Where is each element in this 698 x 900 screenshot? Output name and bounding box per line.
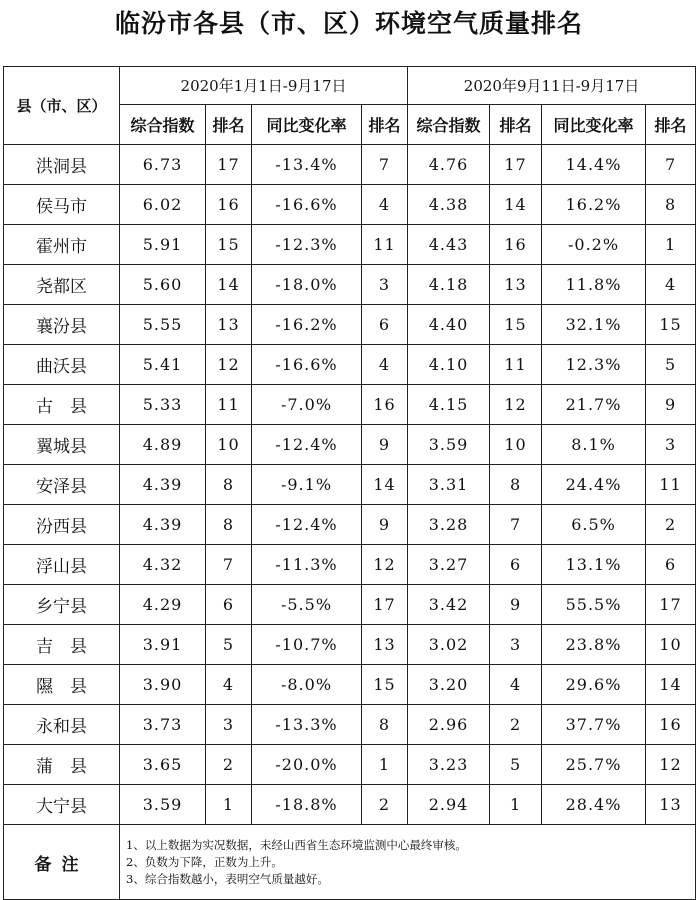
p2-change-cell: 11.8% [542, 265, 646, 305]
p2-change-rank-cell: 17 [646, 585, 696, 625]
p1-rank-cell: 12 [206, 345, 252, 385]
p1-rank-cell: 3 [206, 705, 252, 745]
p1-change-rank-cell: 13 [362, 625, 408, 665]
table-row [4, 425, 696, 465]
region-name: 蒲 县 [4, 745, 120, 785]
region-name: 乡宁县 [4, 585, 120, 625]
p2-index-cell: 3.23 [408, 745, 490, 785]
p2-index-cell: 3.28 [408, 505, 490, 545]
p2-change-rank-cell: 12 [646, 745, 696, 785]
ranking-table [3, 66, 696, 900]
notes-body [120, 825, 696, 900]
p2-index-cell: 3.31 [408, 465, 490, 505]
p2-change-rank-cell: 6 [646, 545, 696, 585]
table-row [4, 465, 696, 505]
table-row [4, 585, 696, 625]
p1-change-rank-cell: 8 [362, 705, 408, 745]
p2-rank-cell: 10 [490, 425, 542, 465]
table-row [4, 505, 696, 545]
p1-index-cell: 6.02 [120, 185, 206, 225]
region-name: 襄汾县 [4, 305, 120, 345]
table-row [4, 305, 696, 345]
note-line-3: 3、综合指数越小，表明空气质量越好。 [126, 871, 329, 886]
p2-change-rank-cell: 7 [646, 145, 696, 185]
p2-change-cell: 6.5% [542, 505, 646, 545]
p2-index-cell: 3.20 [408, 665, 490, 705]
p1-change-rank-cell: 9 [362, 505, 408, 545]
p2-change-cell: 12.3% [542, 345, 646, 385]
p1-change-cell: -5.5% [252, 585, 362, 625]
p1-change-cell: -7.0% [252, 385, 362, 425]
p1-change-cell: -16.6% [252, 185, 362, 225]
table-row [4, 625, 696, 665]
p2-change-header: 同比变化率 [542, 105, 646, 145]
p1-rank-cell: 13 [206, 305, 252, 345]
p1-rank-cell: 7 [206, 545, 252, 585]
region-column-header: 县（市、区） [4, 67, 120, 145]
p2-rank-cell: 3 [490, 625, 542, 665]
p2-index-cell: 3.27 [408, 545, 490, 585]
p1-index-header: 综合指数 [120, 105, 206, 145]
table-row [4, 665, 696, 705]
p2-index-cell: 3.42 [408, 585, 490, 625]
p2-change-rank-cell: 1 [646, 225, 696, 265]
region-name: 翼城县 [4, 425, 120, 465]
p2-change-rank-cell: 15 [646, 305, 696, 345]
p2-change-rank-cell: 11 [646, 465, 696, 505]
p2-change-cell: 13.1% [542, 545, 646, 585]
p2-index-cell: 2.94 [408, 785, 490, 825]
p1-rank-cell: 5 [206, 625, 252, 665]
p1-change-rank-header: 排名 [362, 105, 408, 145]
table-row [4, 225, 696, 265]
p1-index-cell: 4.32 [120, 545, 206, 585]
p1-index-cell: 3.73 [120, 705, 206, 745]
p2-change-cell: 29.6% [542, 665, 646, 705]
p1-change-cell: -13.3% [252, 705, 362, 745]
p2-index-cell: 3.02 [408, 625, 490, 665]
region-name: 浮山县 [4, 545, 120, 585]
p1-change-rank-cell: 12 [362, 545, 408, 585]
p2-rank-cell: 7 [490, 505, 542, 545]
region-name: 尧都区 [4, 265, 120, 305]
p1-rank-cell: 17 [206, 145, 252, 185]
p2-rank-cell: 4 [490, 665, 542, 705]
p2-change-rank-cell: 14 [646, 665, 696, 705]
p2-change-rank-cell: 10 [646, 625, 696, 665]
p2-index-cell: 4.40 [408, 305, 490, 345]
p1-index-cell: 3.65 [120, 745, 206, 785]
p1-change-cell: -20.0% [252, 745, 362, 785]
p2-index-cell: 2.96 [408, 705, 490, 745]
region-name: 侯马市 [4, 185, 120, 225]
p1-change-cell: -18.8% [252, 785, 362, 825]
p1-change-rank-cell: 16 [362, 385, 408, 425]
p1-index-cell: 5.60 [120, 265, 206, 305]
region-name: 洪洞县 [4, 145, 120, 185]
p2-change-cell: 32.1% [542, 305, 646, 345]
table-row [4, 385, 696, 425]
p2-change-cell: 28.4% [542, 785, 646, 825]
p1-index-cell: 4.39 [120, 505, 206, 545]
p1-change-rank-cell: 3 [362, 265, 408, 305]
page-title: 临汾市各县（市、区）环境空气质量排名 [114, 9, 583, 38]
period2-header: 2020年9月11日-9月17日 [408, 67, 696, 105]
p1-index-cell: 3.90 [120, 665, 206, 705]
period1-header: 2020年1月1日-9月17日 [120, 67, 408, 105]
p1-change-rank-cell: 9 [362, 425, 408, 465]
p1-index-cell: 3.59 [120, 785, 206, 825]
p2-rank-cell: 1 [490, 785, 542, 825]
p2-rank-cell: 14 [490, 185, 542, 225]
p2-rank-cell: 8 [490, 465, 542, 505]
p1-change-cell: -12.4% [252, 425, 362, 465]
p1-change-cell: -9.1% [252, 465, 362, 505]
p2-change-rank-cell: 5 [646, 345, 696, 385]
p1-index-cell: 6.73 [120, 145, 206, 185]
region-name: 汾西县 [4, 505, 120, 545]
p1-change-cell: -16.2% [252, 305, 362, 345]
p1-index-cell: 5.91 [120, 225, 206, 265]
p1-change-rank-cell: 15 [362, 665, 408, 705]
p2-change-cell: 37.7% [542, 705, 646, 745]
p1-rank-cell: 11 [206, 385, 252, 425]
p2-rank-cell: 15 [490, 305, 542, 345]
p1-index-cell: 5.33 [120, 385, 206, 425]
p1-change-rank-cell: 14 [362, 465, 408, 505]
notes-row [4, 825, 696, 900]
p1-rank-cell: 6 [206, 585, 252, 625]
p2-change-rank-cell: 9 [646, 385, 696, 425]
region-name: 安泽县 [4, 465, 120, 505]
table-row [4, 185, 696, 225]
p2-rank-cell: 16 [490, 225, 542, 265]
p1-index-cell: 4.39 [120, 465, 206, 505]
note-line-1: 1、以上数据为实况数据，未经山西省生态环境监测中心最终审核。 [126, 837, 467, 852]
p2-rank-cell: 11 [490, 345, 542, 385]
p1-index-cell: 4.89 [120, 425, 206, 465]
p2-index-cell: 4.43 [408, 225, 490, 265]
p1-index-cell: 3.91 [120, 625, 206, 665]
table-row [4, 345, 696, 385]
p1-change-rank-cell: 17 [362, 585, 408, 625]
p2-change-cell: -0.2% [542, 225, 646, 265]
region-name: 曲沃县 [4, 345, 120, 385]
p2-change-cell: 23.8% [542, 625, 646, 665]
p1-change-rank-cell: 11 [362, 225, 408, 265]
p2-rank-cell: 2 [490, 705, 542, 745]
p2-rank-cell: 9 [490, 585, 542, 625]
p1-index-cell: 5.41 [120, 345, 206, 385]
p2-change-cell: 25.7% [542, 745, 646, 785]
notes-label: 备注 [4, 825, 120, 900]
p2-rank-cell: 12 [490, 385, 542, 425]
table-row [4, 705, 696, 745]
table-row [4, 545, 696, 585]
region-name: 吉 县 [4, 625, 120, 665]
p2-rank-cell: 6 [490, 545, 542, 585]
p1-rank-cell: 8 [206, 465, 252, 505]
p2-rank-header: 排名 [490, 105, 542, 145]
p2-change-rank-cell: 4 [646, 265, 696, 305]
p2-change-cell: 21.7% [542, 385, 646, 425]
p1-change-rank-cell: 4 [362, 345, 408, 385]
p1-change-rank-cell: 6 [362, 305, 408, 345]
p1-rank-cell: 16 [206, 185, 252, 225]
p1-change-rank-cell: 1 [362, 745, 408, 785]
p1-rank-cell: 2 [206, 745, 252, 785]
region-name: 古 县 [4, 385, 120, 425]
p1-change-rank-cell: 2 [362, 785, 408, 825]
p2-change-cell: 14.4% [542, 145, 646, 185]
note-line-2: 2、负数为下降，正数为上升。 [126, 854, 283, 869]
p2-change-rank-cell: 16 [646, 705, 696, 745]
region-name: 霍州市 [4, 225, 120, 265]
p1-change-rank-cell: 7 [362, 145, 408, 185]
p1-change-cell: -13.4% [252, 145, 362, 185]
p2-index-cell: 4.76 [408, 145, 490, 185]
region-name: 永和县 [4, 705, 120, 745]
p2-index-cell: 4.38 [408, 185, 490, 225]
p1-rank-cell: 10 [206, 425, 252, 465]
p1-index-cell: 5.55 [120, 305, 206, 345]
p2-change-rank-cell: 13 [646, 785, 696, 825]
p1-index-cell: 4.29 [120, 585, 206, 625]
p1-change-cell: -8.0% [252, 665, 362, 705]
p1-rank-cell: 14 [206, 265, 252, 305]
table-row [4, 785, 696, 825]
p1-rank-cell: 8 [206, 505, 252, 545]
p1-change-cell: -12.3% [252, 225, 362, 265]
p2-rank-cell: 5 [490, 745, 542, 785]
region-name: 大宁县 [4, 785, 120, 825]
p1-rank-cell: 4 [206, 665, 252, 705]
table-row [4, 745, 696, 785]
p2-index-cell: 4.10 [408, 345, 490, 385]
p1-change-cell: -18.0% [252, 265, 362, 305]
p1-change-cell: -12.4% [252, 505, 362, 545]
p2-rank-cell: 13 [490, 265, 542, 305]
p2-change-cell: 55.5% [542, 585, 646, 625]
p2-index-header: 综合指数 [408, 105, 490, 145]
p2-change-rank-header: 排名 [646, 105, 696, 145]
p2-change-cell: 8.1% [542, 425, 646, 465]
p1-change-cell: -11.3% [252, 545, 362, 585]
region-name: 隰 县 [4, 665, 120, 705]
p2-change-rank-cell: 3 [646, 425, 696, 465]
p2-change-cell: 24.4% [542, 465, 646, 505]
table-row [4, 145, 696, 185]
table-row [4, 265, 696, 305]
p1-rank-cell: 1 [206, 785, 252, 825]
p2-change-rank-cell: 8 [646, 185, 696, 225]
p2-rank-cell: 17 [490, 145, 542, 185]
p2-index-cell: 4.15 [408, 385, 490, 425]
p2-index-cell: 4.18 [408, 265, 490, 305]
p1-change-header: 同比变化率 [252, 105, 362, 145]
p2-index-cell: 3.59 [408, 425, 490, 465]
p1-rank-cell: 15 [206, 225, 252, 265]
p1-change-rank-cell: 4 [362, 185, 408, 225]
p2-change-cell: 16.2% [542, 185, 646, 225]
p1-change-cell: -16.6% [252, 345, 362, 385]
p1-change-cell: -10.7% [252, 625, 362, 665]
p1-rank-header: 排名 [206, 105, 252, 145]
header-row-periods [4, 67, 696, 105]
p2-change-rank-cell: 2 [646, 505, 696, 545]
